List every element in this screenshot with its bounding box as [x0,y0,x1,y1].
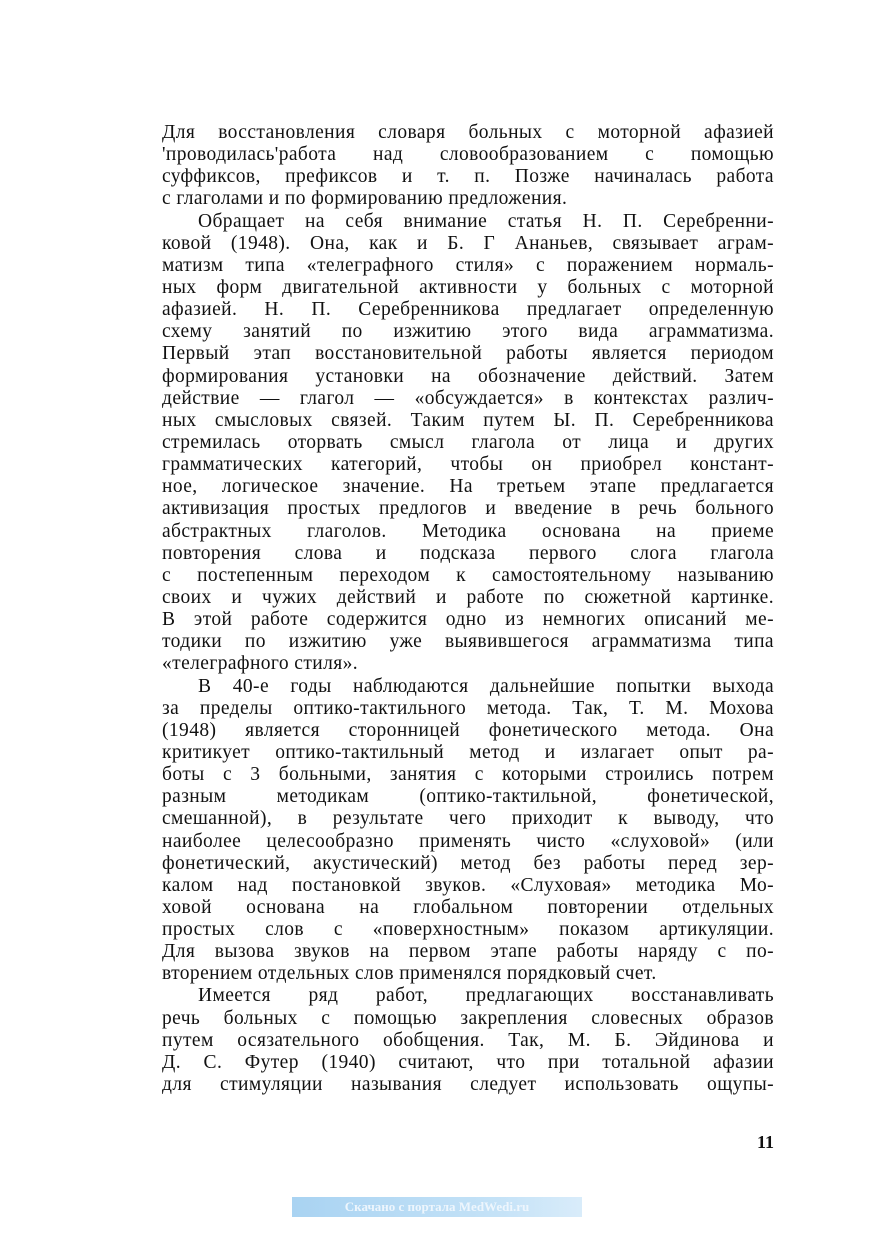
text-line [162,476,774,498]
text-line [162,897,774,919]
text-line [162,454,774,476]
text-line-content: (1948) является сторонницей фонетического метода. Она [162,719,774,741]
text-line-content: калом над постановкой звуков. «Слуховая» методика Мо- [162,874,774,896]
text-line-content: своих и чужих действий и работе по сюжетной картинке. [162,586,774,608]
text-line [162,963,774,985]
text-line [162,831,774,853]
text-line-content: активизация простых предлогов и введение в речь больного [162,498,774,520]
text-line [162,410,774,432]
text-line [162,808,774,830]
text-line [162,432,774,454]
text-line-content: В 40-е годы наблюдаются дальнейшие попытки выхода [198,675,774,697]
text-line [162,742,774,764]
text-line [162,144,774,166]
text-line [162,388,774,410]
text-line [162,985,774,1007]
text-line-content: В этой работе содержится одно из немногих описаний ме- [162,609,774,631]
text-line [162,565,774,587]
text-line [162,941,774,963]
text-line [162,188,774,210]
body-text [162,122,774,1096]
text-line [162,764,774,786]
text-line [162,277,774,299]
page-number: 11 [757,1132,775,1152]
text-line-content: ных смысловых связей. Таким путем Ы. П. Серебренникова [162,409,774,431]
text-line [162,919,774,941]
text-line [162,786,774,808]
text-line-content: вторением отдельных слов применялся порядковый счет. [162,963,657,985]
text-line-content: Имеется ряд работ, предлагающих восстанавливать [198,985,774,1007]
text-line [162,321,774,343]
text-line-content: действие — глагол — «обсуждается» в контекстах различ- [162,387,774,409]
text-line-content: формирования установки на обозначение действий. Затем [162,365,774,387]
text-line-content: ное, логическое значение. На третьем этапе предлагается [162,476,774,498]
text-line [162,676,774,698]
text-line-content: абстрактных глаголов. Методика основана на приеме [162,520,774,542]
text-line [162,299,774,321]
text-line-content: с постепенным переходом к самостоятельному называнию [162,564,774,586]
text-line [162,720,774,742]
text-line [162,631,774,653]
text-line-content: схему занятий по изжитию этого вида аграмматизма. [162,321,774,343]
text-line-content: Для восстановления словаря больных с моторной афазией [162,122,774,143]
text-line-content: Д. С. Футер (1940) считают, что при тотальной афазии [162,1051,774,1073]
text-line [162,875,774,897]
text-line-content: матизм типа «телеграфного стиля» с поражением нормаль- [162,254,774,276]
text-line-content: «телеграфного стиля». [162,653,359,675]
text-line [162,1052,774,1074]
text-line [162,1008,774,1030]
text-line [162,255,774,277]
text-line-content: афазией. Н. П. Серебренникова предлагает определенную [162,299,774,321]
text-line-content: путем осязательного обобщения. Так, М. Б. Эйдинова и [162,1029,774,1051]
text-line [162,698,774,720]
text-line [162,609,774,631]
text-line-content: ховой основана на глобальном повторении отдельных [162,896,774,918]
text-line-content: стремилась оторвать смысл глагола от лица и других [162,431,774,453]
text-line-content: за пределы оптико-тактильного метода. Так, Т. М. Мохова [162,697,774,719]
text-line [162,166,774,188]
text-line-content: для стимуляции называния следует использовать ощупы- [162,1074,774,1096]
text-line-content: смешанной), в результате чего приходит к выводу, что [162,808,774,830]
text-line [162,543,774,565]
text-line-content: критикует оптико-тактильный метод и излагает опыт ра- [162,741,774,763]
text-line [162,587,774,609]
text-line-content: речь больных с помощью закрепления словесных образов [162,1007,774,1029]
text-line-content: Первый этап восстановительной работы является периодом [162,343,774,365]
text-line-content: Обращает на себя внимание статья Н. П. Серебренни- [198,210,774,232]
text-line [162,521,774,543]
text-line-content: с глаголами и по формированию предложения. [162,188,568,210]
text-line-content: разным методикам (оптико-тактильной, фонетической, [162,786,774,808]
text-line-content: суффиксов, префиксов и т. п. Позже начиналась работа [162,166,774,188]
text-line [162,1074,774,1096]
text-line-content: тодики по изжитию уже выявившегося аграмматизма типа [162,631,774,653]
text-line-content: боты с 3 больными, занятия с которыми строились потрем [162,764,774,786]
text-line-content: простых слов с «поверхностным» показом артикуляции. [162,919,774,941]
text-line-content: повторения слова и подсказа первого слога глагола [162,542,774,564]
text-line-content: фонетический, акустический) метод без работы перед зер- [162,852,774,874]
text-line [162,366,774,388]
text-line [162,653,774,675]
text-line [162,498,774,520]
text-line-content: Для вызова звуков на первом этапе работы наряду с по- [162,941,774,963]
text-line [162,853,774,875]
text-line-content: ных форм двигательной активности у больных с моторной [162,276,774,298]
text-line-content: наиболее целесообразно применять чисто «слуховой» (или [162,830,774,852]
text-line [162,122,774,144]
text-line [162,211,774,233]
text-line-content: 'проводилась'работа над словообразованием с помощью [162,144,774,166]
text-line [162,233,774,255]
text-line-content: грамматических категорий, чтобы он приобрел констант- [162,454,774,476]
watermark-banner[interactable]: Скачано с портала MedWedi.ru [292,1197,582,1217]
text-line [162,343,774,365]
text-line-content: ковой (1948). Она, как и Б. Г Ананьев, связывает аграм- [162,232,774,254]
text-line [162,1030,774,1052]
